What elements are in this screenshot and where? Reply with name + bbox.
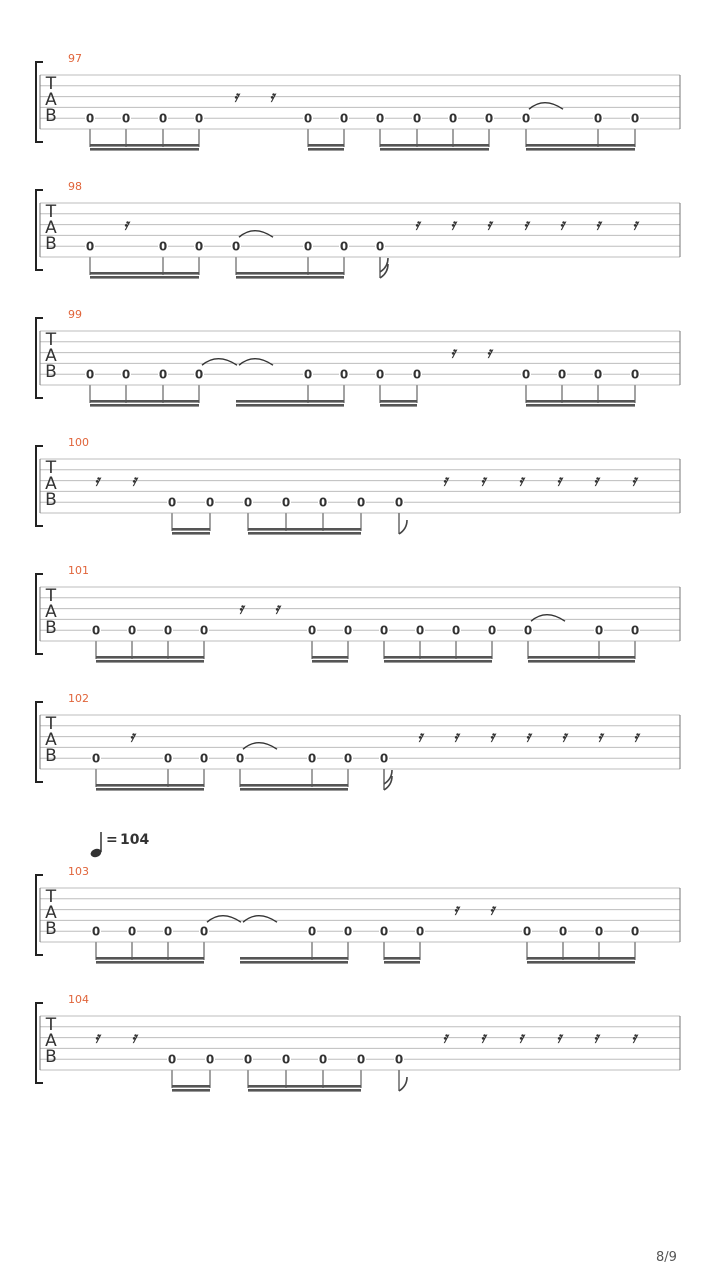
sixteenth-rest: 𝄿	[489, 727, 495, 746]
measure-number: 103	[68, 865, 89, 878]
sixteenth-rest: 𝄿	[559, 215, 565, 234]
fret-number: 0	[163, 751, 173, 766]
fret-number: 0	[415, 623, 425, 638]
measure-number: 104	[68, 993, 89, 1006]
beam	[96, 957, 204, 960]
tab-clef-letter: B	[45, 490, 57, 510]
tab-clef-letter: T	[45, 74, 57, 94]
beam	[240, 784, 348, 787]
fret-number: 0	[318, 495, 328, 510]
tab-clef-letter: B	[45, 746, 57, 766]
beam	[172, 532, 210, 535]
sixteenth-rest: 𝄿	[442, 471, 448, 490]
sixteenth-rest: 𝄿	[123, 215, 129, 234]
beam	[240, 788, 348, 791]
fret-number: 0	[85, 239, 95, 254]
sixteenth-rest: 𝄿	[523, 215, 529, 234]
tab-clef-letter: A	[45, 1031, 57, 1051]
fret-number: 0	[205, 495, 215, 510]
measure-number: 100	[68, 436, 89, 449]
measure-number: 99	[68, 308, 82, 321]
tab-clef-letter: A	[45, 90, 57, 110]
measure-number: 97	[68, 52, 82, 65]
sixteenth-rest: 𝄿	[417, 727, 423, 746]
beam	[240, 957, 348, 960]
fret-number: 0	[356, 495, 366, 510]
sixteenth-rest: 𝄿	[556, 1028, 562, 1047]
fret-number: 0	[127, 924, 137, 939]
tie-arc	[243, 743, 277, 750]
fret-number: 0	[163, 623, 173, 638]
fret-number: 0	[307, 623, 317, 638]
tie-arc	[531, 615, 565, 622]
beam	[236, 400, 344, 403]
fret-number: 0	[339, 239, 349, 254]
beam	[96, 784, 204, 787]
fret-number: 0	[339, 111, 349, 126]
beam	[236, 272, 344, 275]
fret-number: 0	[167, 1052, 177, 1067]
sixteenth-rest: 𝄿	[414, 215, 420, 234]
sixteenth-rest: 𝄿	[518, 1028, 524, 1047]
beam	[236, 404, 344, 407]
fret-number: 0	[594, 924, 604, 939]
system-99	[36, 308, 680, 407]
fret-number: 0	[343, 751, 353, 766]
fret-number: 0	[375, 111, 385, 126]
beam	[248, 532, 361, 535]
tab-clef-letter: A	[45, 903, 57, 923]
tab-clef-letter: T	[45, 202, 57, 222]
beam	[384, 660, 492, 663]
fret-number: 0	[303, 239, 313, 254]
beam	[384, 656, 492, 659]
fret-number: 0	[194, 367, 204, 382]
sixteenth-rest: 𝄿	[480, 471, 486, 490]
beam	[528, 660, 635, 663]
measure-number: 102	[68, 692, 89, 705]
beam	[312, 660, 348, 663]
fret-number: 0	[339, 367, 349, 382]
fret-number: 0	[91, 924, 101, 939]
note-flag	[399, 1077, 407, 1091]
tab-clef-letter: T	[45, 586, 57, 606]
fret-number: 0	[167, 495, 177, 510]
tempo-equals: =	[106, 832, 118, 848]
tab-clef-letter: T	[45, 1015, 57, 1035]
beam	[172, 1089, 210, 1092]
sixteenth-rest: 𝄿	[233, 87, 239, 106]
fret-number: 0	[487, 623, 497, 638]
beam	[384, 957, 420, 960]
note-flag	[399, 520, 407, 534]
fret-number: 0	[91, 751, 101, 766]
tab-clef-letter: T	[45, 330, 57, 350]
sixteenth-rest: 𝄿	[129, 727, 135, 746]
fret-number: 0	[593, 111, 603, 126]
tab-clef-letter: B	[45, 234, 57, 254]
sixteenth-rest: 𝄿	[486, 215, 492, 234]
fret-number: 0	[303, 111, 313, 126]
sixteenth-rest: 𝄿	[593, 1028, 599, 1047]
tab-clef-letter: B	[45, 106, 57, 126]
sixteenth-rest: 𝄿	[453, 727, 459, 746]
tab-clef-letter: B	[45, 362, 57, 382]
sixteenth-rest: 𝄿	[489, 900, 495, 919]
sixteenth-rest: 𝄿	[442, 1028, 448, 1047]
fret-number: 0	[121, 367, 131, 382]
beam	[172, 528, 210, 531]
fret-number: 0	[630, 623, 640, 638]
fret-number: 0	[303, 367, 313, 382]
beam	[380, 400, 417, 403]
tab-clef-letter: A	[45, 218, 57, 238]
fret-number: 0	[394, 1052, 404, 1067]
fret-number: 0	[318, 1052, 328, 1067]
beam	[172, 1085, 210, 1088]
beam	[248, 528, 361, 531]
fret-number: 0	[412, 111, 422, 126]
fret-number: 0	[630, 367, 640, 382]
beam	[248, 1089, 361, 1092]
fret-number: 0	[394, 495, 404, 510]
sixteenth-rest: 𝄿	[94, 1028, 100, 1047]
fret-number: 0	[484, 111, 494, 126]
beam	[90, 144, 199, 147]
measure-number: 101	[68, 564, 89, 577]
fret-number: 0	[307, 751, 317, 766]
system-103	[36, 865, 680, 964]
fret-number: 0	[375, 367, 385, 382]
fret-number: 0	[521, 367, 531, 382]
fret-number: 0	[158, 111, 168, 126]
tab-clef-letter: A	[45, 474, 57, 494]
beam	[308, 148, 344, 151]
beam	[236, 276, 344, 279]
fret-number: 0	[448, 111, 458, 126]
tie-arc	[243, 916, 277, 923]
tie-arc	[239, 359, 273, 366]
fret-number: 0	[85, 367, 95, 382]
beam	[90, 404, 199, 407]
sixteenth-rest: 𝄿	[453, 900, 459, 919]
fret-number: 0	[451, 623, 461, 638]
tab-clef-letter: T	[45, 887, 57, 907]
sixteenth-rest: 𝄿	[631, 471, 637, 490]
fret-number: 0	[194, 239, 204, 254]
fret-number: 0	[205, 1052, 215, 1067]
beam	[308, 144, 344, 147]
fret-number: 0	[243, 495, 253, 510]
beam	[240, 961, 348, 964]
fret-number: 0	[630, 111, 640, 126]
sixteenth-rest: 𝄿	[518, 471, 524, 490]
beam	[380, 404, 417, 407]
system-104	[36, 993, 680, 1092]
fret-number: 0	[375, 239, 385, 254]
fret-number: 0	[343, 623, 353, 638]
beam	[526, 404, 635, 407]
fret-number: 0	[231, 239, 241, 254]
tab-clef-letter: T	[45, 458, 57, 478]
fret-number: 0	[557, 367, 567, 382]
tempo-marking	[89, 832, 149, 859]
beam	[90, 272, 199, 275]
fret-number: 0	[379, 751, 389, 766]
fret-number: 0	[343, 924, 353, 939]
beam	[96, 788, 204, 791]
fret-number: 0	[558, 924, 568, 939]
sixteenth-rest: 𝄿	[486, 343, 492, 362]
fret-number: 0	[630, 924, 640, 939]
fret-number: 0	[307, 924, 317, 939]
beam	[380, 144, 489, 147]
fret-number: 0	[194, 111, 204, 126]
sixteenth-rest: 𝄿	[450, 343, 456, 362]
tab-clef-letter: B	[45, 919, 57, 939]
fret-number: 0	[158, 239, 168, 254]
fret-number: 0	[127, 623, 137, 638]
tab-clef-letter: A	[45, 602, 57, 622]
fret-number: 0	[199, 924, 209, 939]
sixteenth-rest: 𝄿	[633, 727, 639, 746]
fret-number: 0	[85, 111, 95, 126]
tab-clef-letter: T	[45, 714, 57, 734]
fret-number: 0	[415, 924, 425, 939]
sixteenth-rest: 𝄿	[238, 599, 244, 618]
beam	[526, 148, 635, 151]
fret-number: 0	[412, 367, 422, 382]
beam	[528, 656, 635, 659]
system-102	[36, 692, 680, 791]
beam	[96, 656, 204, 659]
beam	[527, 961, 635, 964]
tie-arc	[529, 103, 563, 110]
fret-number: 0	[281, 1052, 291, 1067]
sixteenth-rest: 𝄿	[593, 471, 599, 490]
beam	[90, 400, 199, 403]
tempo-bpm: 104	[120, 832, 150, 848]
tab-clef-letter: A	[45, 346, 57, 366]
system-101	[36, 564, 680, 663]
sixteenth-rest: 𝄿	[556, 471, 562, 490]
system-98	[36, 180, 680, 279]
beam	[526, 144, 635, 147]
tab-clef-letter: B	[45, 1047, 57, 1067]
sixteenth-rest: 𝄿	[597, 727, 603, 746]
page-number: 8/9	[656, 1250, 677, 1265]
fret-number: 0	[199, 751, 209, 766]
beam	[96, 961, 204, 964]
tab-clef-letter: B	[45, 618, 57, 638]
fret-number: 0	[522, 924, 532, 939]
beam	[96, 660, 204, 663]
fret-number: 0	[235, 751, 245, 766]
beam	[312, 656, 348, 659]
beam	[384, 961, 420, 964]
sixteenth-rest: 𝄿	[561, 727, 567, 746]
tie-arc	[202, 359, 237, 366]
sixteenth-rest: 𝄿	[631, 1028, 637, 1047]
beam	[527, 957, 635, 960]
sixteenth-rest: 𝄿	[269, 87, 275, 106]
fret-number: 0	[158, 367, 168, 382]
fret-number: 0	[281, 495, 291, 510]
beam	[526, 400, 635, 403]
fret-number: 0	[356, 1052, 366, 1067]
sixteenth-rest: 𝄿	[274, 599, 280, 618]
fret-number: 0	[521, 111, 531, 126]
tab-clef-letter: A	[45, 730, 57, 750]
fret-number: 0	[594, 623, 604, 638]
beam	[90, 276, 199, 279]
fret-number: 0	[379, 623, 389, 638]
fret-number: 0	[593, 367, 603, 382]
fret-number: 0	[379, 924, 389, 939]
sixteenth-rest: 𝄿	[525, 727, 531, 746]
sixteenth-rest: 𝄿	[450, 215, 456, 234]
fret-number: 0	[121, 111, 131, 126]
beam	[380, 148, 489, 151]
measure-number: 98	[68, 180, 82, 193]
sixteenth-rest: 𝄿	[94, 471, 100, 490]
system-97	[36, 52, 680, 151]
sixteenth-rest: 𝄿	[595, 215, 601, 234]
fret-number: 0	[91, 623, 101, 638]
system-100	[36, 436, 680, 535]
beam	[90, 148, 199, 151]
fret-number: 0	[523, 623, 533, 638]
sixteenth-rest: 𝄿	[131, 1028, 137, 1047]
sixteenth-rest: 𝄿	[480, 1028, 486, 1047]
fret-number: 0	[243, 1052, 253, 1067]
sixteenth-rest: 𝄿	[131, 471, 137, 490]
tie-arc	[239, 231, 273, 238]
fret-number: 0	[163, 924, 173, 939]
beam	[248, 1085, 361, 1088]
tie-arc	[207, 916, 241, 923]
sixteenth-rest: 𝄿	[632, 215, 638, 234]
fret-number: 0	[199, 623, 209, 638]
